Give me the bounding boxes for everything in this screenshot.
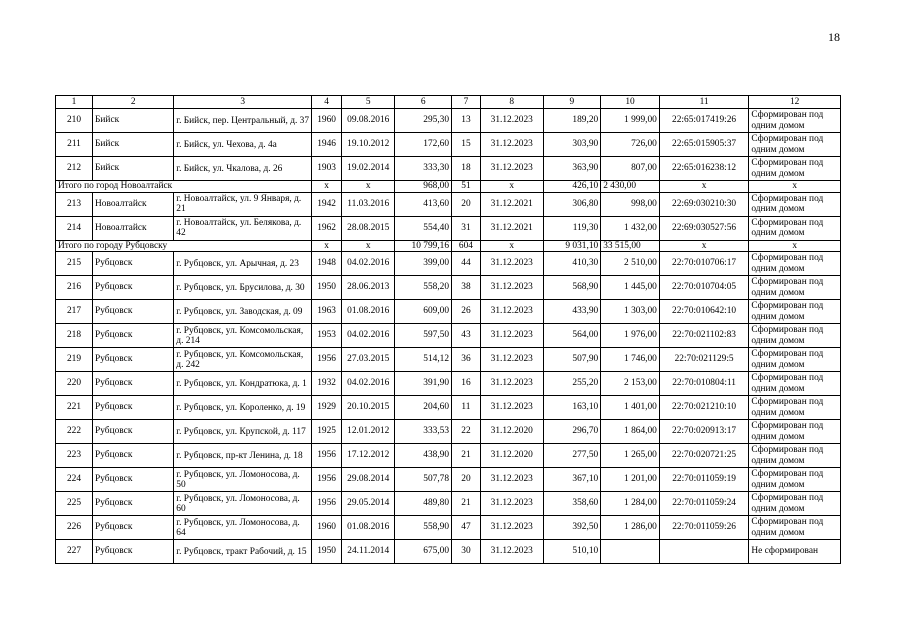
amount2-cell: 2 430,00: [601, 181, 660, 193]
amount1-cell: 303,90: [543, 133, 601, 157]
date-cell: 01.08.2016: [341, 300, 394, 324]
status-cell: Сформирован под одним домом: [749, 216, 841, 240]
year-cell: 1963: [312, 300, 342, 324]
cadastral-cell: 22:70:020913:17: [659, 420, 749, 444]
area-cell: 554,40: [395, 216, 452, 240]
amount1-cell: 163,10: [543, 396, 601, 420]
amount1-cell: 433,90: [543, 300, 601, 324]
address-cell: г. Бийск, пер. Центральный, д. 37: [174, 109, 312, 133]
amount2-cell: 1 864,00: [601, 420, 660, 444]
area-cell: 507,78: [395, 468, 452, 492]
date-cell: 01.08.2016: [341, 516, 394, 540]
year-cell: 1925: [312, 420, 342, 444]
status-cell: Сформирован под одним домом: [749, 133, 841, 157]
area-cell: 558,20: [395, 276, 452, 300]
subtotal-row: [56, 240, 841, 252]
city-cell: Рубцовск: [93, 492, 174, 516]
deadline-cell: 31.12.2020: [480, 444, 543, 468]
table-row: [56, 372, 841, 396]
column-header: 4: [312, 96, 342, 109]
year-cell: х: [312, 240, 342, 252]
year-cell: 1950: [312, 276, 342, 300]
year-cell: 1942: [312, 192, 342, 216]
row-number-cell: 223: [56, 444, 93, 468]
city-cell: Бийск: [93, 109, 174, 133]
row-number-cell: 216: [56, 276, 93, 300]
amount1-cell: 9 031,10: [543, 240, 601, 252]
deadline-cell: 31.12.2023: [480, 372, 543, 396]
amount2-cell: 2 510,00: [601, 252, 660, 276]
column-header: 7: [452, 96, 481, 109]
amount2-cell: 1 284,00: [601, 492, 660, 516]
cadastral-cell: 22:65:015905:37: [659, 133, 749, 157]
amount1-cell: 277,50: [543, 444, 601, 468]
cadastral-cell: 22:70:011059:19: [659, 468, 749, 492]
city-cell: Рубцовск: [93, 396, 174, 420]
area-cell: 413,60: [395, 192, 452, 216]
deadline-cell: 31.12.2023: [480, 252, 543, 276]
table-row: [56, 324, 841, 348]
address-cell: г. Рубцовск, ул. Ломоносова, д. 50: [174, 468, 312, 492]
city-cell: Рубцовск: [93, 252, 174, 276]
count-cell: 30: [452, 540, 481, 564]
status-cell: Сформирован под одним домом: [749, 444, 841, 468]
amount1-cell: 367,10: [543, 468, 601, 492]
address-cell: г. Новоалтайск, ул. 9 Января, д. 21: [174, 192, 312, 216]
year-cell: 1950: [312, 540, 342, 564]
cadastral-cell: 22:69:030527:56: [659, 216, 749, 240]
cadastral-cell: х: [659, 181, 749, 193]
deadline-cell: 31.12.2023: [480, 276, 543, 300]
address-cell: г. Рубцовск, ул. Короленко, д. 19: [174, 396, 312, 420]
area-cell: 399,00: [395, 252, 452, 276]
year-cell: 1956: [312, 468, 342, 492]
count-cell: 22: [452, 420, 481, 444]
cadastral-cell: 22:65:017419:26: [659, 109, 749, 133]
amount2-cell: 1 976,00: [601, 324, 660, 348]
area-cell: 295,30: [395, 109, 452, 133]
address-cell: г. Рубцовск, ул. Ломоносова, д. 60: [174, 492, 312, 516]
row-number-cell: 215: [56, 252, 93, 276]
table-row: [56, 420, 841, 444]
count-cell: 26: [452, 300, 481, 324]
housing-registry-table: [55, 95, 841, 564]
page-number: 18: [828, 30, 840, 44]
address-cell: г. Рубцовск, ул. Арычная, д. 23: [174, 252, 312, 276]
table-row: [56, 540, 841, 564]
year-cell: 1929: [312, 396, 342, 420]
date-cell: 19.10.2012: [341, 133, 394, 157]
city-cell: Рубцовск: [93, 348, 174, 372]
row-number-cell: 212: [56, 157, 93, 181]
year-cell: 1903: [312, 157, 342, 181]
city-cell: Рубцовск: [93, 516, 174, 540]
area-cell: 172,60: [395, 133, 452, 157]
cadastral-cell: 22:70:010804:11: [659, 372, 749, 396]
city-cell: Рубцовск: [93, 540, 174, 564]
cadastral-cell: 22:70:010642:10: [659, 300, 749, 324]
year-cell: х: [312, 181, 342, 193]
table-row: [56, 348, 841, 372]
year-cell: 1960: [312, 516, 342, 540]
cadastral-cell: 22:70:010704:05: [659, 276, 749, 300]
deadline-cell: 31.12.2023: [480, 300, 543, 324]
address-cell: г. Рубцовск, ул. Комсомольская, д. 214: [174, 324, 312, 348]
deadline-cell: 31.12.2023: [480, 396, 543, 420]
amount1-cell: 119,30: [543, 216, 601, 240]
column-header: 6: [395, 96, 452, 109]
count-cell: 20: [452, 468, 481, 492]
amount2-cell: [601, 540, 660, 564]
amount1-cell: 306,80: [543, 192, 601, 216]
date-cell: х: [341, 240, 394, 252]
city-cell: Рубцовск: [93, 300, 174, 324]
deadline-cell: 31.12.2023: [480, 492, 543, 516]
cadastral-cell: 22:70:011059:24: [659, 492, 749, 516]
count-cell: 36: [452, 348, 481, 372]
status-cell: Сформирован под одним домом: [749, 300, 841, 324]
row-number-cell: 225: [56, 492, 93, 516]
date-cell: х: [341, 181, 394, 193]
city-cell: Рубцовск: [93, 324, 174, 348]
status-cell: Сформирован под одним домом: [749, 372, 841, 396]
date-cell: 29.05.2014: [341, 492, 394, 516]
cadastral-cell: 22:69:030210:30: [659, 192, 749, 216]
row-number-cell: 220: [56, 372, 93, 396]
amount1-cell: 564,00: [543, 324, 601, 348]
row-number-cell: 214: [56, 216, 93, 240]
deadline-cell: 31.12.2023: [480, 516, 543, 540]
row-number-cell: 218: [56, 324, 93, 348]
address-cell: г. Рубцовск, ул. Заводская, д. 09: [174, 300, 312, 324]
city-cell: Рубцовск: [93, 468, 174, 492]
row-number-cell: 226: [56, 516, 93, 540]
address-cell: г. Бийск, ул. Чкалова, д. 26: [174, 157, 312, 181]
city-cell: Бийск: [93, 157, 174, 181]
row-number-cell: 219: [56, 348, 93, 372]
table-row: [56, 396, 841, 420]
table-row: [56, 468, 841, 492]
count-cell: 15: [452, 133, 481, 157]
cadastral-cell: 22:70:010706:17: [659, 252, 749, 276]
row-number-cell: 221: [56, 396, 93, 420]
address-cell: г. Рубцовск, ул. Комсомольская, д. 242: [174, 348, 312, 372]
count-cell: 604: [452, 240, 481, 252]
date-cell: 19.02.2014: [341, 157, 394, 181]
column-header: 8: [480, 96, 543, 109]
deadline-cell: х: [480, 240, 543, 252]
amount2-cell: 1 445,00: [601, 276, 660, 300]
status-cell: Сформирован под одним домом: [749, 468, 841, 492]
area-cell: 597,50: [395, 324, 452, 348]
status-cell: Сформирован под одним домом: [749, 109, 841, 133]
amount1-cell: 410,30: [543, 252, 601, 276]
year-cell: 1946: [312, 133, 342, 157]
cadastral-cell: х: [659, 240, 749, 252]
city-cell: Новоалтайск: [93, 192, 174, 216]
deadline-cell: 31.12.2023: [480, 157, 543, 181]
area-cell: 968,00: [395, 181, 452, 193]
row-number-cell: 213: [56, 192, 93, 216]
address-cell: г. Рубцовск, ул. Ломоносова, д. 64: [174, 516, 312, 540]
date-cell: 17.12.2012: [341, 444, 394, 468]
area-cell: 514,12: [395, 348, 452, 372]
date-cell: 04.02.2016: [341, 324, 394, 348]
status-cell: Сформирован под одним домом: [749, 157, 841, 181]
count-cell: 13: [452, 109, 481, 133]
subtotal-row: [56, 181, 841, 193]
table-row: [56, 109, 841, 133]
year-cell: 1956: [312, 444, 342, 468]
table-row: [56, 300, 841, 324]
status-cell: х: [749, 181, 841, 193]
date-cell: 11.03.2016: [341, 192, 394, 216]
status-cell: Сформирован под одним домом: [749, 252, 841, 276]
area-cell: 10 799,16: [395, 240, 452, 252]
city-cell: Рубцовск: [93, 372, 174, 396]
area-cell: 438,90: [395, 444, 452, 468]
subtotal-label: Итого по город Новоалтайск: [56, 181, 312, 193]
amount1-cell: 189,20: [543, 109, 601, 133]
table-row: [56, 157, 841, 181]
amount2-cell: 1 746,00: [601, 348, 660, 372]
row-number-cell: 210: [56, 109, 93, 133]
status-cell: Сформирован под одним домом: [749, 420, 841, 444]
deadline-cell: 31.12.2023: [480, 324, 543, 348]
count-cell: 16: [452, 372, 481, 396]
count-cell: 21: [452, 444, 481, 468]
date-cell: 27.03.2015: [341, 348, 394, 372]
city-cell: Рубцовск: [93, 420, 174, 444]
cadastral-cell: 22:70:021129:5: [659, 348, 749, 372]
area-cell: 204,60: [395, 396, 452, 420]
year-cell: 1953: [312, 324, 342, 348]
amount2-cell: 998,00: [601, 192, 660, 216]
deadline-cell: 31.12.2023: [480, 109, 543, 133]
cadastral-cell: 22:70:011059:26: [659, 516, 749, 540]
amount2-cell: 1 432,00: [601, 216, 660, 240]
area-cell: 391,90: [395, 372, 452, 396]
amount2-cell: 726,00: [601, 133, 660, 157]
amount2-cell: 1 286,00: [601, 516, 660, 540]
amount2-cell: 1 265,00: [601, 444, 660, 468]
address-cell: г. Рубцовск, тракт Рабочий, д. 15: [174, 540, 312, 564]
amount1-cell: 507,90: [543, 348, 601, 372]
year-cell: 1960: [312, 109, 342, 133]
amount2-cell: 1 201,00: [601, 468, 660, 492]
column-header-row: [56, 96, 841, 109]
count-cell: 31: [452, 216, 481, 240]
status-cell: Сформирован под одним домом: [749, 348, 841, 372]
table-row: [56, 133, 841, 157]
year-cell: 1962: [312, 216, 342, 240]
year-cell: 1948: [312, 252, 342, 276]
amount2-cell: 2 153,00: [601, 372, 660, 396]
status-cell: Сформирован под одним домом: [749, 324, 841, 348]
address-cell: г. Рубцовск, ул. Брусилова, д. 30: [174, 276, 312, 300]
amount1-cell: 568,90: [543, 276, 601, 300]
row-number-cell: 227: [56, 540, 93, 564]
status-cell: Сформирован под одним домом: [749, 516, 841, 540]
amount1-cell: 392,50: [543, 516, 601, 540]
area-cell: 558,90: [395, 516, 452, 540]
deadline-cell: х: [480, 181, 543, 193]
cadastral-cell: 22:70:020721:25: [659, 444, 749, 468]
amount2-cell: 1 999,00: [601, 109, 660, 133]
city-cell: Новоалтайск: [93, 216, 174, 240]
year-cell: 1932: [312, 372, 342, 396]
date-cell: 20.10.2015: [341, 396, 394, 420]
column-header: 2: [93, 96, 174, 109]
column-header: 3: [174, 96, 312, 109]
deadline-cell: 31.12.2023: [480, 133, 543, 157]
city-cell: Рубцовск: [93, 444, 174, 468]
status-cell: Сформирован под одним домом: [749, 276, 841, 300]
deadline-cell: 31.12.2020: [480, 420, 543, 444]
row-number-cell: 211: [56, 133, 93, 157]
cadastral-cell: 22:70:021210:10: [659, 396, 749, 420]
status-cell: Сформирован под одним домом: [749, 492, 841, 516]
city-cell: Рубцовск: [93, 276, 174, 300]
count-cell: 51: [452, 181, 481, 193]
date-cell: 28.06.2013: [341, 276, 394, 300]
address-cell: г. Рубцовск, ул. Кондратюка, д. 1: [174, 372, 312, 396]
column-header: 11: [659, 96, 749, 109]
status-cell: Не сформирован: [749, 540, 841, 564]
date-cell: 24.11.2014: [341, 540, 394, 564]
column-header: 12: [749, 96, 841, 109]
column-header: 1: [56, 96, 93, 109]
row-number-cell: 217: [56, 300, 93, 324]
table-row: [56, 444, 841, 468]
year-cell: 1956: [312, 492, 342, 516]
amount1-cell: 255,20: [543, 372, 601, 396]
count-cell: 44: [452, 252, 481, 276]
date-cell: 09.08.2016: [341, 109, 394, 133]
subtotal-label: Итого по городу Рубцовску: [56, 240, 312, 252]
table-row: [56, 516, 841, 540]
amount1-cell: 363,90: [543, 157, 601, 181]
status-cell: х: [749, 240, 841, 252]
date-cell: 29.08.2014: [341, 468, 394, 492]
deadline-cell: 31.12.2023: [480, 348, 543, 372]
column-header: 10: [601, 96, 660, 109]
deadline-cell: 31.12.2023: [480, 468, 543, 492]
city-cell: Бийск: [93, 133, 174, 157]
status-cell: Сформирован под одним домом: [749, 396, 841, 420]
amount1-cell: 358,60: [543, 492, 601, 516]
amount1-cell: 426,10: [543, 181, 601, 193]
deadline-cell: 31.12.2021: [480, 216, 543, 240]
amount1-cell: 296,70: [543, 420, 601, 444]
row-number-cell: 222: [56, 420, 93, 444]
table-row: [56, 276, 841, 300]
amount2-cell: 33 515,00: [601, 240, 660, 252]
table-row: [56, 492, 841, 516]
column-header: 5: [341, 96, 394, 109]
date-cell: 04.02.2016: [341, 252, 394, 276]
table-row: [56, 192, 841, 216]
date-cell: 28.08.2015: [341, 216, 394, 240]
amount1-cell: 510,10: [543, 540, 601, 564]
area-cell: 675,00: [395, 540, 452, 564]
count-cell: 43: [452, 324, 481, 348]
area-cell: 609,00: [395, 300, 452, 324]
count-cell: 18: [452, 157, 481, 181]
address-cell: г. Бийск, ул. Чехова, д. 4а: [174, 133, 312, 157]
column-header: 9: [543, 96, 601, 109]
count-cell: 20: [452, 192, 481, 216]
table-row: [56, 252, 841, 276]
date-cell: 04.02.2016: [341, 372, 394, 396]
address-cell: г. Рубцовск, пр-кт Ленина, д. 18: [174, 444, 312, 468]
address-cell: г. Рубцовск, ул. Крупской, д. 117: [174, 420, 312, 444]
table-row: [56, 216, 841, 240]
count-cell: 47: [452, 516, 481, 540]
deadline-cell: 31.12.2021: [480, 192, 543, 216]
amount2-cell: 807,00: [601, 157, 660, 181]
amount2-cell: 1 401,00: [601, 396, 660, 420]
cadastral-cell: [659, 540, 749, 564]
area-cell: 489,80: [395, 492, 452, 516]
status-cell: Сформирован под одним домом: [749, 192, 841, 216]
amount2-cell: 1 303,00: [601, 300, 660, 324]
count-cell: 21: [452, 492, 481, 516]
year-cell: 1956: [312, 348, 342, 372]
address-cell: г. Новоалтайск, ул. Белякова, д. 42: [174, 216, 312, 240]
cadastral-cell: 22:65:016238:12: [659, 157, 749, 181]
cadastral-cell: 22:70:021102:83: [659, 324, 749, 348]
deadline-cell: 31.12.2023: [480, 540, 543, 564]
area-cell: 333,53: [395, 420, 452, 444]
date-cell: 12.01.2012: [341, 420, 394, 444]
count-cell: 38: [452, 276, 481, 300]
area-cell: 333,30: [395, 157, 452, 181]
count-cell: 11: [452, 396, 481, 420]
row-number-cell: 224: [56, 468, 93, 492]
